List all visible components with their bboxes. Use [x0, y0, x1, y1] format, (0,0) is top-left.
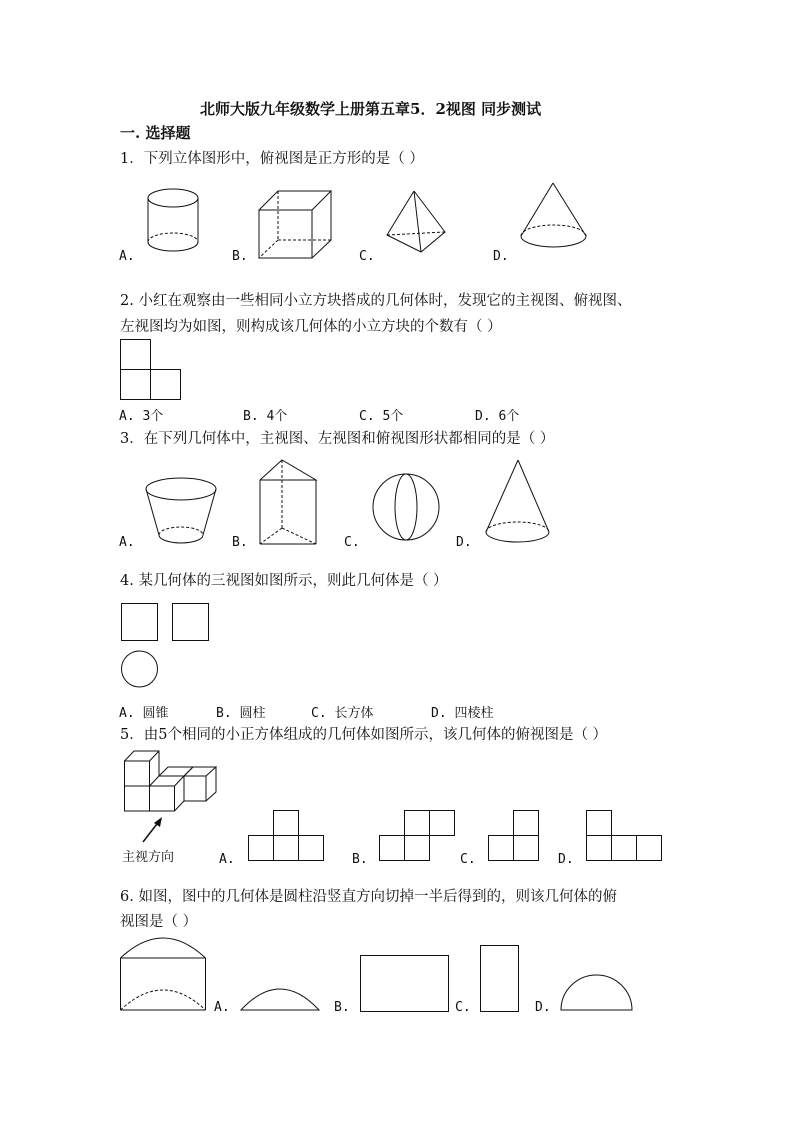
- q3-figure-triangular-prism: [258, 458, 323, 548]
- section-heading: 一. 选择题: [120, 124, 191, 142]
- q5-option-b-figure: [379, 810, 457, 862]
- q1-option-d[interactable]: D.: [493, 249, 509, 264]
- q4-figure-three-views: [120, 602, 212, 690]
- question-6-stem-line1: 6. 如图，图中的几何体是圆柱沿竖直方向切掉一半后得到的，则该几何体的俯: [120, 889, 617, 905]
- q1-figure-pyramid: [383, 188, 453, 263]
- q1-option-a[interactable]: A.: [119, 249, 135, 264]
- q1-option-c[interactable]: C.: [359, 249, 375, 264]
- q3-option-b[interactable]: B.: [232, 535, 248, 550]
- q3-figure-sphere: [372, 472, 442, 544]
- q5-option-a-figure: [248, 810, 326, 862]
- q5-option-d[interactable]: D.: [558, 852, 574, 867]
- question-6-stem-line2: 视图是（ ）: [120, 914, 198, 930]
- q2-option-a[interactable]: A. 3个: [119, 409, 164, 424]
- question-5-stem: 5．由5个相同的小正方体组成的几何体如图所示，该几何体的俯视图是（ ）: [120, 727, 608, 743]
- q5-option-a[interactable]: A.: [219, 852, 235, 867]
- q5-option-c[interactable]: C.: [460, 852, 476, 867]
- q5-option-b[interactable]: B.: [352, 852, 368, 867]
- q1-option-b[interactable]: B.: [232, 249, 248, 264]
- q6-option-c[interactable]: C.: [455, 1000, 471, 1015]
- q4-option-b[interactable]: B. 圆柱: [216, 706, 266, 721]
- q2-figure-squares: [120, 339, 182, 401]
- q3-option-c[interactable]: C.: [344, 535, 360, 550]
- question-2-stem-line1: 2. 小红在观察由一些相同小立方块搭成的几何体时，发现它的主视图、俯视图、: [120, 293, 632, 309]
- question-1-stem: 1．下列立体图形中，俯视图是正方形的是（ ）: [120, 151, 424, 167]
- q5-option-d-figure: [586, 810, 664, 862]
- q6-option-d[interactable]: D.: [535, 1000, 551, 1015]
- question-4-stem: 4. 某几何体的三视图如图所示，则此几何体是（ ）: [120, 573, 448, 589]
- q6-figure-half-cylinder: [119, 934, 207, 1014]
- q4-option-c[interactable]: C. 长方体: [311, 706, 374, 721]
- question-3-stem: 3．在下列几何体中，主视图、左视图和俯视图形状都相同的是（ ）: [120, 431, 555, 447]
- q1-figure-cone: [516, 180, 596, 260]
- q4-option-a[interactable]: A. 圆锥: [119, 706, 169, 721]
- page-title: 北师大版九年级数学上册第五章5．2视图 同步测试: [200, 100, 542, 118]
- q1-figure-cube: [256, 188, 336, 263]
- q2-option-d[interactable]: D. 6个: [475, 409, 520, 424]
- q6-option-b-figure: [360, 955, 450, 1013]
- q1-figure-cylinder: [140, 185, 210, 260]
- q6-option-d-figure: [560, 974, 634, 1012]
- view-direction-label: 主视方向: [122, 850, 175, 865]
- arrow-icon: [140, 815, 170, 845]
- q3-figure-frustum: [145, 476, 225, 548]
- q3-option-d[interactable]: D.: [456, 535, 472, 550]
- q6-option-a-figure: [240, 978, 322, 1012]
- q4-option-d[interactable]: D. 四棱柱: [431, 706, 494, 721]
- q6-option-b[interactable]: B.: [334, 1000, 350, 1015]
- q6-option-c-figure: [480, 945, 520, 1013]
- q2-option-c[interactable]: C. 5个: [359, 409, 404, 424]
- q5-option-c-figure: [488, 810, 542, 862]
- question-2-stem-line2: 左视图均为如图，则构成该几何体的小立方块的个数有（ ）: [120, 319, 502, 335]
- q6-option-a[interactable]: A.: [214, 1000, 230, 1015]
- q2-option-b[interactable]: B. 4个: [243, 409, 288, 424]
- q5-figure-cubes: [124, 750, 219, 812]
- q3-option-a[interactable]: A.: [119, 535, 135, 550]
- q3-figure-cone: [482, 457, 557, 547]
